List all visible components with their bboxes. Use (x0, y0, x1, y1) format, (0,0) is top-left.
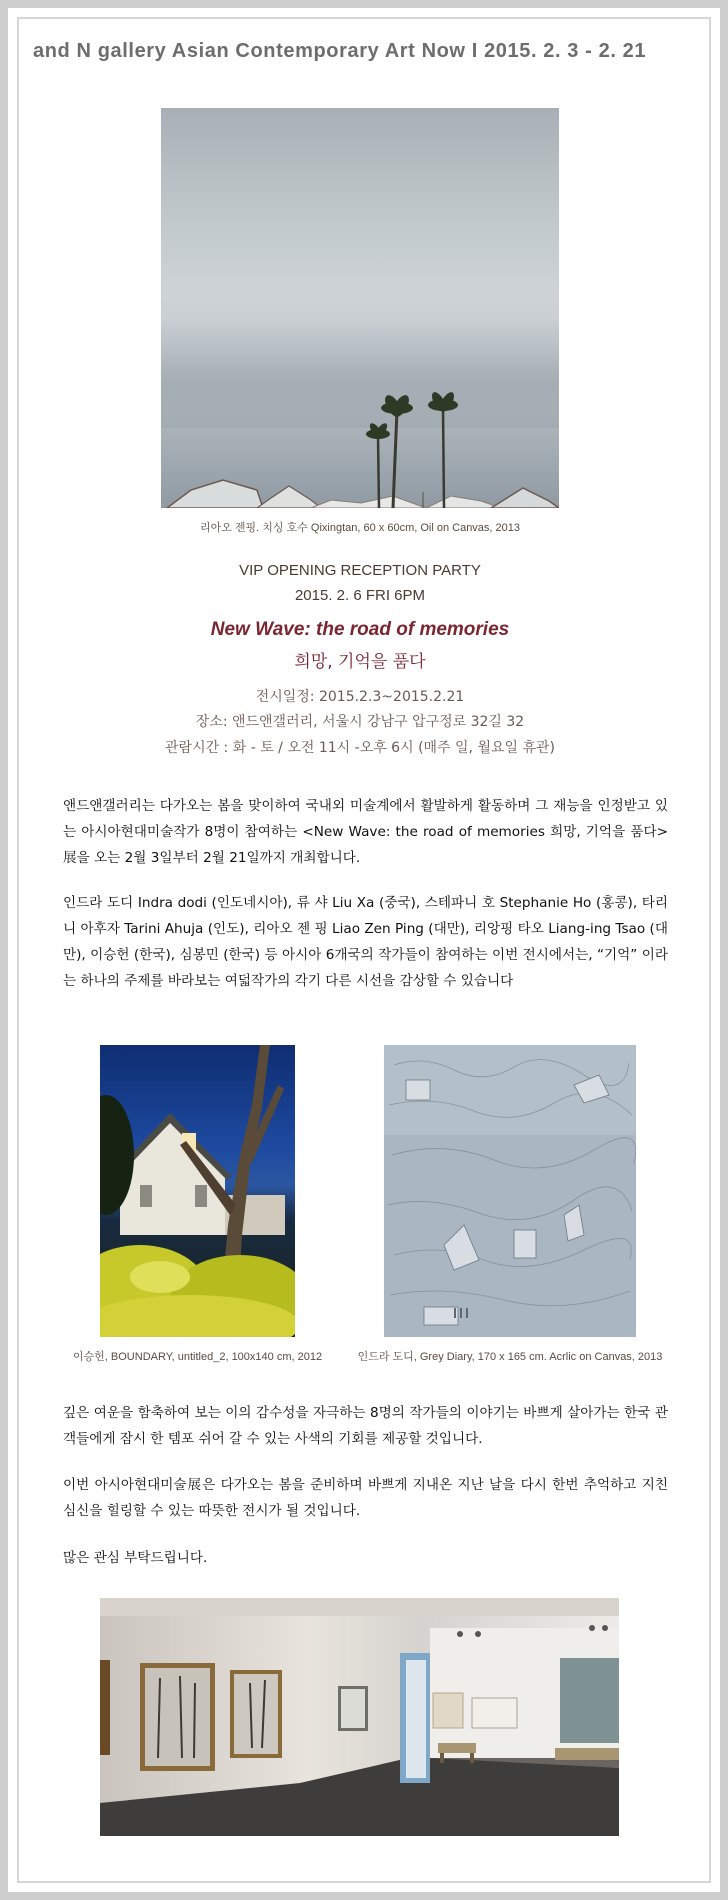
artists-paragraph: 인드라 도디 Indra dodi (인도네시아), 류 샤 Liu Xa (중국), 스테파니 호 Stephanie Ho (홍콩), 타리니 아후자 Tarini Ahuja (인도), 리아오 젠 핑 Liao Zen Ping (대만), 리앙핑 타오 Liang-ing Tsao (대만), 이승헌 (한국), 심봉민 (한국) 등 아시아 6개국의 작가들이 참여하는 이번 전시에서는, “기억” 이라는 하나의 주제를 바라보는 여덟작가의 각기 다른 시선을 감상할 수 있습니다 (63, 895, 668, 989)
artwork-boundary-caption: 이승헌, BOUNDARY, untitled_2, 100x140 cm, 2012 (72, 1351, 323, 1363)
artwork-grey-diary-caption: 인드라 도디, Grey Diary, 170 x 165 cm. Acrlic on Canvas, 2013 (357, 1351, 663, 1363)
exhibition-venue: 장소: 앤드앤갤러리, 서울시 강남구 압구정로 32길 32 (195, 714, 525, 730)
artwork-grey-diary-image (384, 1045, 636, 1337)
closing-paragraph-2: 이번 아시아현대미술展은 다가오는 봄을 준비하며 바쁘게 지내온 지난 날을 다시 한번 추억하고 지친 심신을 힐링할 수 있는 따뜻한 전시가 될 것입니다. (63, 1477, 668, 1519)
exhibition-hours: 관람시간 : 화 - 토 / 오전 11시 -오후 6시 (매주 일, 월요일 휴관) (165, 740, 555, 756)
gallery-installation-image (100, 1598, 619, 1836)
closing-paragraph-1: 깊은 여운을 함축하여 보는 이의 감수성을 자극하는 8명의 작가들의 이야기는 바쁘게 살아가는 한국 관객들에게 잠시 한 템포 쉬어 갈 수 있는 사색의 기회를 제공할 것입니다. (63, 1405, 668, 1447)
reception-datetime: 2015. 2. 6 FRI 6PM (294, 587, 426, 604)
main-painting-caption: 리아오 젠핑. 치싱 호수 Qixingtan, 60 x 60cm, Oil on Canvas, 2013 (199, 522, 521, 534)
closing-paragraph-3: 많은 관심 부탁드립니다. (63, 1550, 208, 1566)
exhibition-title-ko: 희망, 기억을 품다 (294, 652, 426, 672)
intro-paragraph: 앤드앤갤러리는 다가오는 봄을 맞이하여 국내외 미술계에서 활발하게 활동하며 그 재능을 인정받고 있는 아시아현대미술작가 8명이 참여하는 <New Wave: the road of memories 희망, 기억을 품다>展을 오는 2월 3일부터 2월 21일까지 개최합니다. (63, 798, 668, 866)
exhibition-title-en: New Wave: the road of memories (210, 619, 510, 640)
main-painting-image (161, 108, 559, 508)
page-header-title: and N gallery Asian Contemporary Art Now I 2015. 2. 3 - 2. 21 (33, 40, 647, 62)
artwork-boundary-image (100, 1045, 295, 1337)
exhibition-schedule: 전시일정: 2015.2.3~2015.2.21 (255, 689, 465, 705)
reception-heading: VIP OPENING RECEPTION PARTY (239, 562, 481, 579)
